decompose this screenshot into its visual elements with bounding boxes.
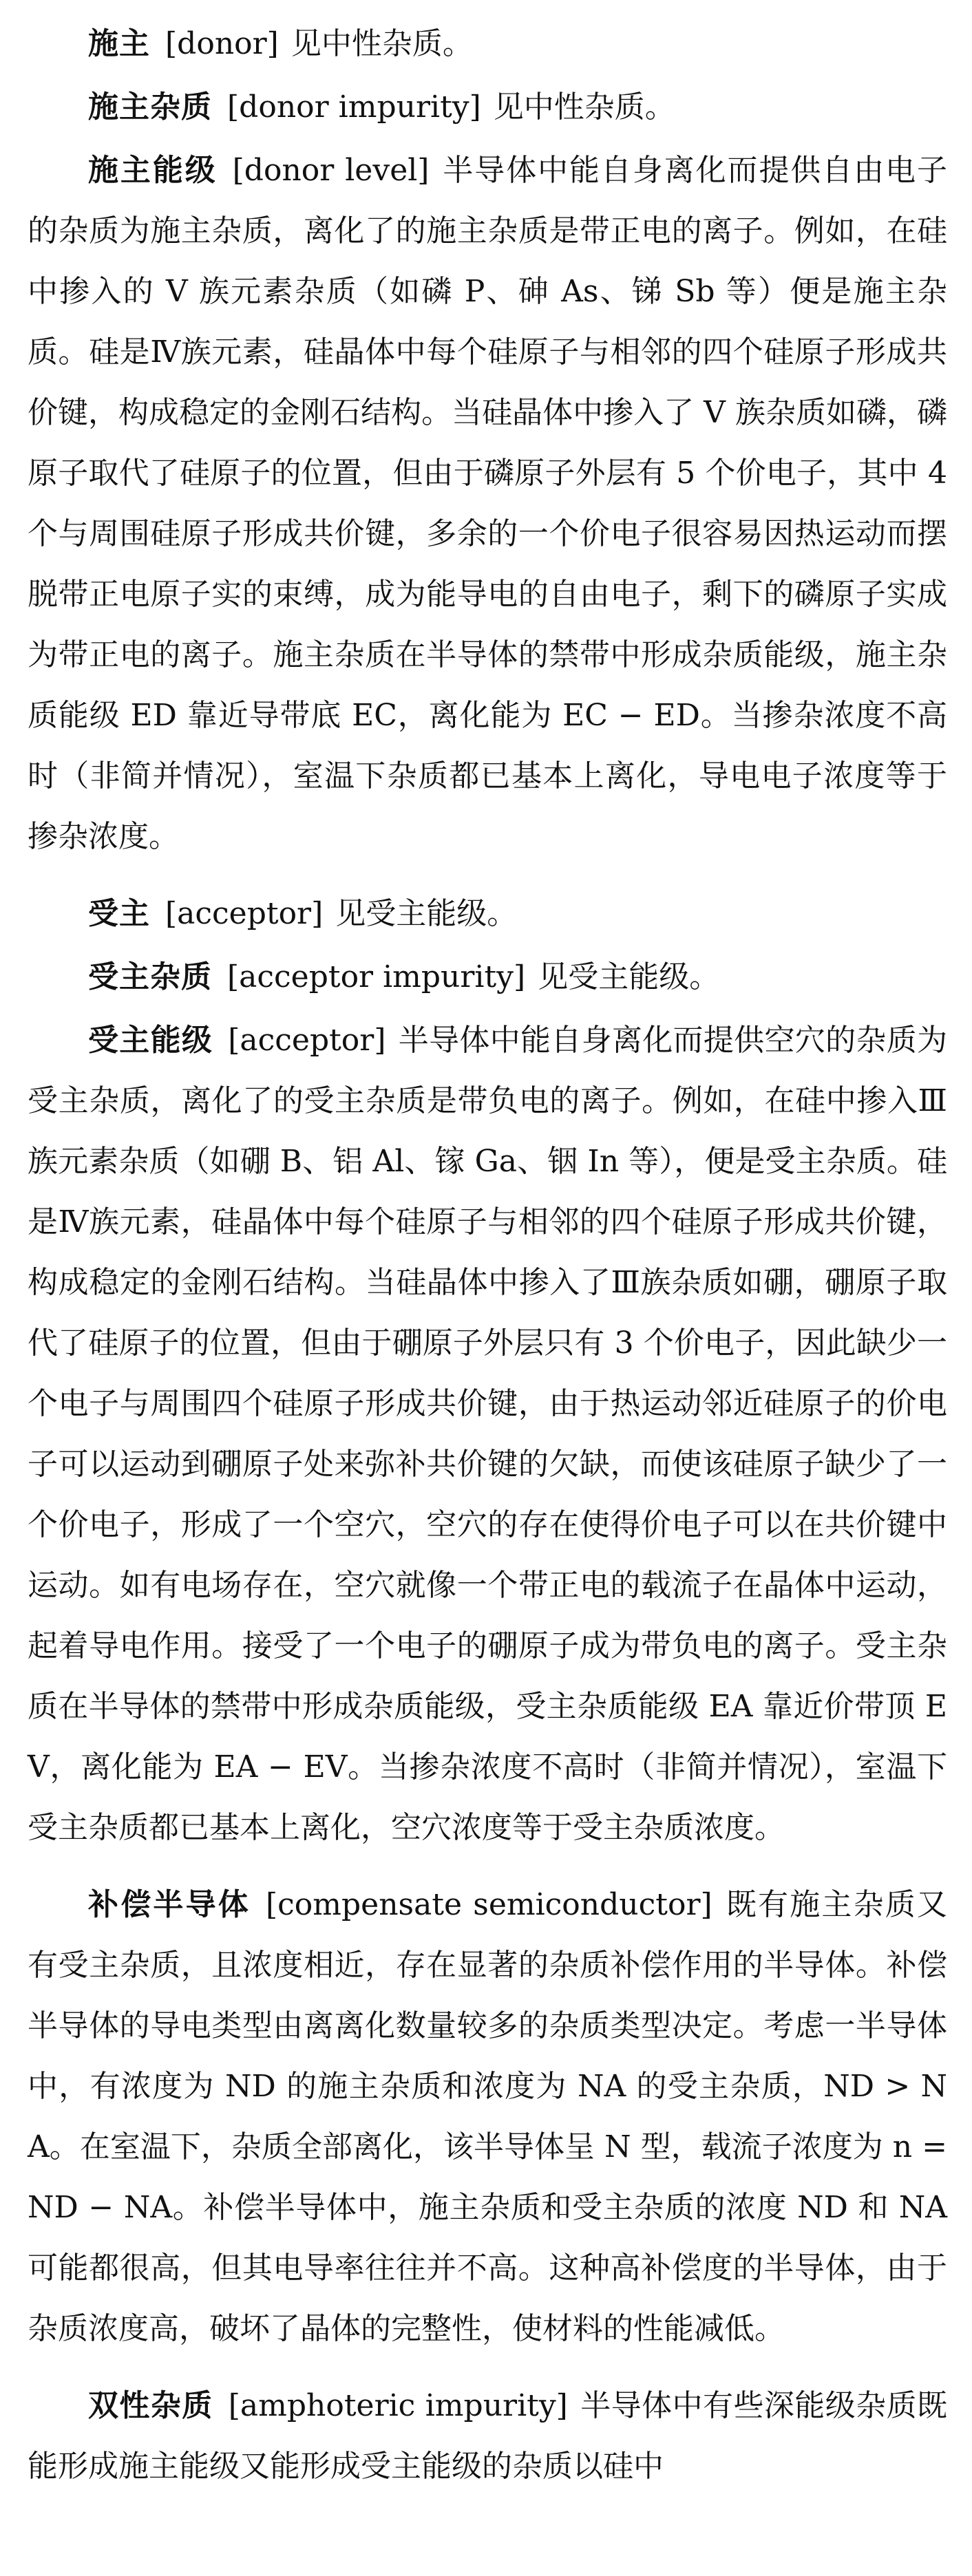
- entry-term: 受主能级: [88, 1023, 213, 1058]
- entry-term: 补偿半导体: [88, 1887, 251, 1922]
- entry-english: [donor]: [165, 26, 279, 61]
- entry-definition: 半导体中能自身离化而提供自由电子的杂质为施主杂质，离化了的施主杂质是带正电的离子。例如，在硅中掺入的 V 族元素杂质（如磷 P、砷 As、锑 Sb 等）便是施主杂质。硅是Ⅳ族元素，硅晶体中每个硅原子与相邻的四个硅原子形成共价键，构成稳定的金刚石结构。当硅晶体中掺入了 V 族杂质如磷，磷原子取代了硅原子的位置，但由于磷原子外层有 5 个价电子，其中 4 个与周围硅原子形成共价键，多余的一个价电子很容易因热运动而摆脱带正电原子实的束缚，成为能导电的自由电子，剩下的磷原子实成为带正电的离子。施主杂质在半导体的禁带中形成杂质能级，施主杂质能级 ED 靠近导带底 EC，离化能为 EC − ED。当掺杂浓度不高时（非简并情况），室温下杂质都已基本上离化，导电电子浓度等于掺杂浓度。: [28, 153, 948, 854]
- entry-term: 施主: [88, 26, 150, 61]
- entry-acceptor-impurity: [28, 947, 947, 1008]
- entry-definition: 见中性杂质。: [493, 89, 675, 125]
- entry-amphoteric-impurity: [28, 2376, 947, 2497]
- entry-donor-level: [28, 140, 947, 867]
- entry-english: [acceptor]: [165, 896, 324, 931]
- entry-compensate-semiconductor: [28, 1875, 947, 2359]
- entry-term: 施主杂质: [88, 89, 212, 125]
- entry-english: [acceptor impurity]: [227, 959, 526, 994]
- entry-english: [donor level]: [232, 153, 430, 188]
- entry-donor-impurity: [28, 77, 947, 138]
- entry-term: 受主杂质: [88, 959, 212, 994]
- entry-definition: 半导体中能自身离化而提供空穴的杂质为受主杂质，离化了的受主杂质是带负电的离子。例如，在硅中掺入Ⅲ族元素杂质（如硼 B、铝 Al、镓 Ga、铟 In 等），便是受主杂质。硅是Ⅳ族元素，硅晶体中每个硅原子与相邻的四个硅原子形成共价键，构成稳定的金刚石结构。当硅晶体中掺入了Ⅲ族杂质如硼，硼原子取代了硅原子的位置，但由于硼原子外层只有 3 个价电子，因此缺少一个电子与周围四个硅原子形成共价键，由于热运动邻近硅原子的价电子可以运动到硼原子处来弥补共价键的欠缺，而使该硅原子缺少了一个价电子，形成了一个空穴，空穴的存在使得价电子可以在共价键中运动。如有电场存在，空穴就像一个带正电的载流子在晶体中运动，起着导电作用。接受了一个电子的硼原子成为带负电的离子。受主杂质在半导体的禁带中形成杂质能级，受主杂质能级 EA 靠近价带顶 EV，离化能为 EA − EV。当掺杂浓度不高时（非简并情况），室温下受主杂质都已基本上离化，空穴浓度等于受主杂质浓度。: [28, 1023, 948, 1845]
- entry-definition: 见受主能级。: [538, 959, 720, 994]
- entry-english: [acceptor]: [228, 1023, 386, 1058]
- entry-definition: 见中性杂质。: [290, 26, 473, 61]
- entry-acceptor-level: [28, 1010, 947, 1858]
- entry-donor: [28, 14, 947, 74]
- entry-term: 受主: [88, 896, 150, 931]
- entry-english: [amphoteric impurity]: [228, 2388, 568, 2423]
- entry-acceptor: [28, 884, 947, 944]
- entry-definition: 半导体中有些深能级杂质既能形成施主能级又能形成受主能级的杂质以硅中: [28, 2388, 948, 2484]
- entry-definition: 既有施主杂质又有受主杂质，且浓度相近，存在显著的杂质补偿作用的半导体。补偿半导体的导电类型由离离化数量较多的杂质类型决定。考虑一半导体中，有浓度为 ND 的施主杂质和浓度为 NA 的受主杂质，ND > NA。在室温下，杂质全部离化，该半导体呈 N 型，载流子浓度为 n = ND − NA。补偿半导体中，施主杂质和受主杂质的浓度 ND 和 NA 可能都很高，但其电导率往往并不高。这种高补偿度的半导体，由于杂质浓度高，破坏了晶体的完整性，使材料的性能减低。: [28, 1887, 948, 2346]
- entry-term: 双性杂质: [88, 2388, 213, 2423]
- entry-english: [donor impurity]: [227, 89, 481, 125]
- entry-english: [compensate semiconductor]: [265, 1887, 712, 1922]
- entry-term: 施主能级: [88, 153, 218, 188]
- entry-definition: 见受主能级。: [335, 896, 518, 931]
